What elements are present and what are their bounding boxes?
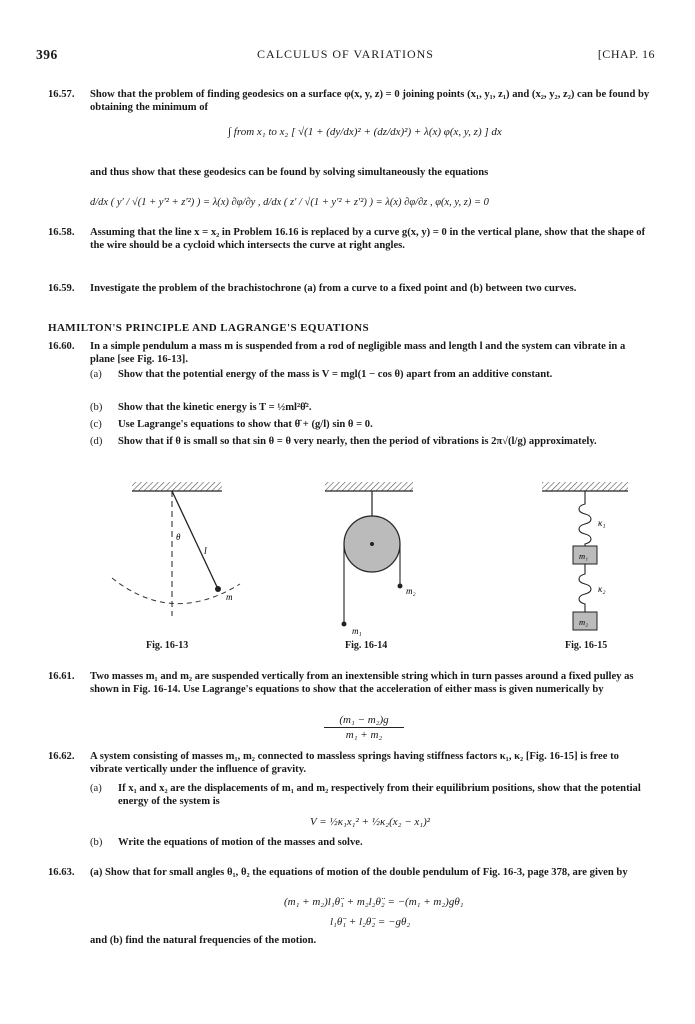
ceiling-hatch [132, 482, 222, 491]
part-label: (c) [90, 419, 102, 430]
m2-label: m₂ [406, 586, 416, 596]
section-heading: HAMILTON'S PRINCIPLE AND LAGRANGE'S EQUATIONS [48, 322, 369, 334]
mass-m2 [398, 584, 403, 589]
pulley-axle [370, 542, 374, 546]
acceleration-numerator: (m₁ − m₂)g [324, 714, 404, 728]
problem-text-continued: and (b) find the natural frequencies of the motion. [90, 935, 317, 946]
length-label: l [204, 546, 207, 557]
problem-text: (a) Show that for small angles θ₁, θ₂ the equations of motion of the double pendulum of Fig. 16-3, page 378, are given by [90, 867, 628, 878]
figure-16-15 [542, 482, 628, 630]
k2-label: κ₂ [598, 584, 606, 594]
swing-arc [112, 578, 240, 604]
part-text: Show that the kinetic energy is T = ½ml²θ̇². [118, 402, 312, 413]
pendulum-bob [215, 586, 221, 592]
problem-16-59 [48, 282, 652, 312]
part-text: Write the equations of motion of the masses and solve. [118, 837, 363, 848]
problem-text: A system consisting of masses m₁, m₂ connected to massless springs having stiffness factors κ₁, κ₂ [Fig. 16-15] is free to vibrate vertically under the influence of gravity. [90, 751, 619, 775]
mass-m1 [342, 622, 347, 627]
m2-block-label: m₂ [579, 617, 589, 627]
ceiling-hatch [542, 482, 628, 491]
problem-text: In a simple pendulum a mass m is suspended from a rod of negligible mass and length l and the system can vibrate in a plane [see Fig. 16-13]. [90, 341, 626, 365]
problem-number: 16.62. [48, 751, 75, 762]
part-label: (d) [90, 436, 103, 447]
spring-1 [579, 491, 591, 546]
problem-number: 16.59. [48, 283, 75, 294]
double-pendulum-eq-2: l₁θ̈₁ + l₂θ̈₂ = −gθ₂ [330, 916, 411, 928]
geodesic-equations: d/dx ( y′ / √(1 + y′² + z′²) ) = λ(x) ∂φ/∂y , d/dx ( z′ / √(1 + y′² + z′²) ) = λ(x) ∂φ/∂z , φ(x, y, z) = 0 [90, 197, 489, 208]
problem-16-58 [48, 226, 652, 271]
m1-block-label: m₁ [579, 551, 589, 561]
running-header [36, 47, 655, 65]
problem-text: Two masses m₁ and m₂ are suspended vertically from an inextensible string which in turn passes around a fixed pulley as shown in Fig. 16-14. Use Lagrange's equations to show that the acceleration of either mass is given numerically by [90, 671, 634, 695]
running-title: CALCULUS OF VARIATIONS [257, 47, 434, 61]
problem-text: Investigate the problem of the brachistochrone (a) from a curve to a fixed point and (b) between two curves. [90, 283, 577, 294]
potential-energy-formula: V = ½κ₁x₁² + ½κ₂(x₂ − x₁)² [310, 816, 431, 828]
part-label: (a) [90, 783, 102, 794]
chapter-label: [CHAP. 16 [597, 47, 655, 61]
part-text: Show that the potential energy of the mass is V = mgl(1 − cos θ) apart from an additive constant. [118, 369, 553, 380]
problem-16-63 [48, 866, 652, 946]
problem-number: 16.58. [48, 227, 75, 238]
double-pendulum-eq-1: (m₁ + m₂)l₁θ̈₁ + m₂l₂θ̈₂ = −(m₁ + m₂)gθ₁ [284, 896, 464, 908]
theta-label: θ [176, 532, 181, 542]
problem-16-61 [48, 670, 652, 745]
figures-row [0, 476, 695, 636]
figure-caption-16-15: Fig. 16-15 [565, 640, 608, 651]
problem-text: Assuming that the line x = x₂ in Problem 16.16 is replaced by a curve g(x, y) = 0 in the vertical plane, show that the shape of the wire should be a cycloid which intersects the curve at right angles. [90, 227, 646, 251]
spring-2 [579, 564, 591, 612]
problem-text-continued: and thus show that these geodesics can be found by solving simultaneously the equations [90, 167, 489, 178]
problem-number: 16.57. [48, 89, 75, 100]
figure-caption-16-13: Fig. 16-13 [146, 640, 189, 651]
problem-number: 16.63. [48, 867, 75, 878]
ceiling-hatch [325, 482, 413, 491]
part-label: (b) [90, 837, 103, 848]
part-label: (a) [90, 369, 102, 380]
m1-label: m₁ [352, 626, 362, 636]
problem-number: 16.60. [48, 341, 75, 352]
figure-16-14 [325, 482, 416, 636]
problem-16-62 [48, 750, 652, 855]
problem-number: 16.61. [48, 671, 75, 682]
figure-16-13 [112, 482, 240, 616]
page-number: 396 [36, 47, 58, 62]
problem-text: Show that the problem of finding geodesics on a surface φ(x, y, z) = 0 joining points (x₁, y₁, z₁) and (x₂, y₂, z₂) can be found by obtaining the minimum of [90, 89, 650, 113]
part-text: Show that if θ is small so that sin θ = θ very nearly, then the period of vibrations is 2π√(l/g) approximately. [118, 436, 597, 447]
integral-expression: ∫ from x₁ to x₂ [ √(1 + (dy/dx)² + (dz/dx)²) + λ(x) φ(x, y, z) ] dx [228, 126, 502, 138]
problem-16-60 [48, 340, 652, 465]
k1-label: κ₁ [598, 518, 606, 528]
mass-label: m [226, 592, 233, 602]
figure-caption-16-14: Fig. 16-14 [345, 640, 388, 651]
part-text: If x₁ and x₂ are the displacements of m₁ and m₂ respectively from their equilibrium positions, show that the potential energy of the system is [118, 783, 641, 807]
acceleration-denominator: m₁ + m₂ [345, 729, 383, 741]
part-text: Use Lagrange's equations to show that θ̈ + (g/l) sin θ = 0. [118, 419, 373, 430]
part-label: (b) [90, 402, 103, 413]
